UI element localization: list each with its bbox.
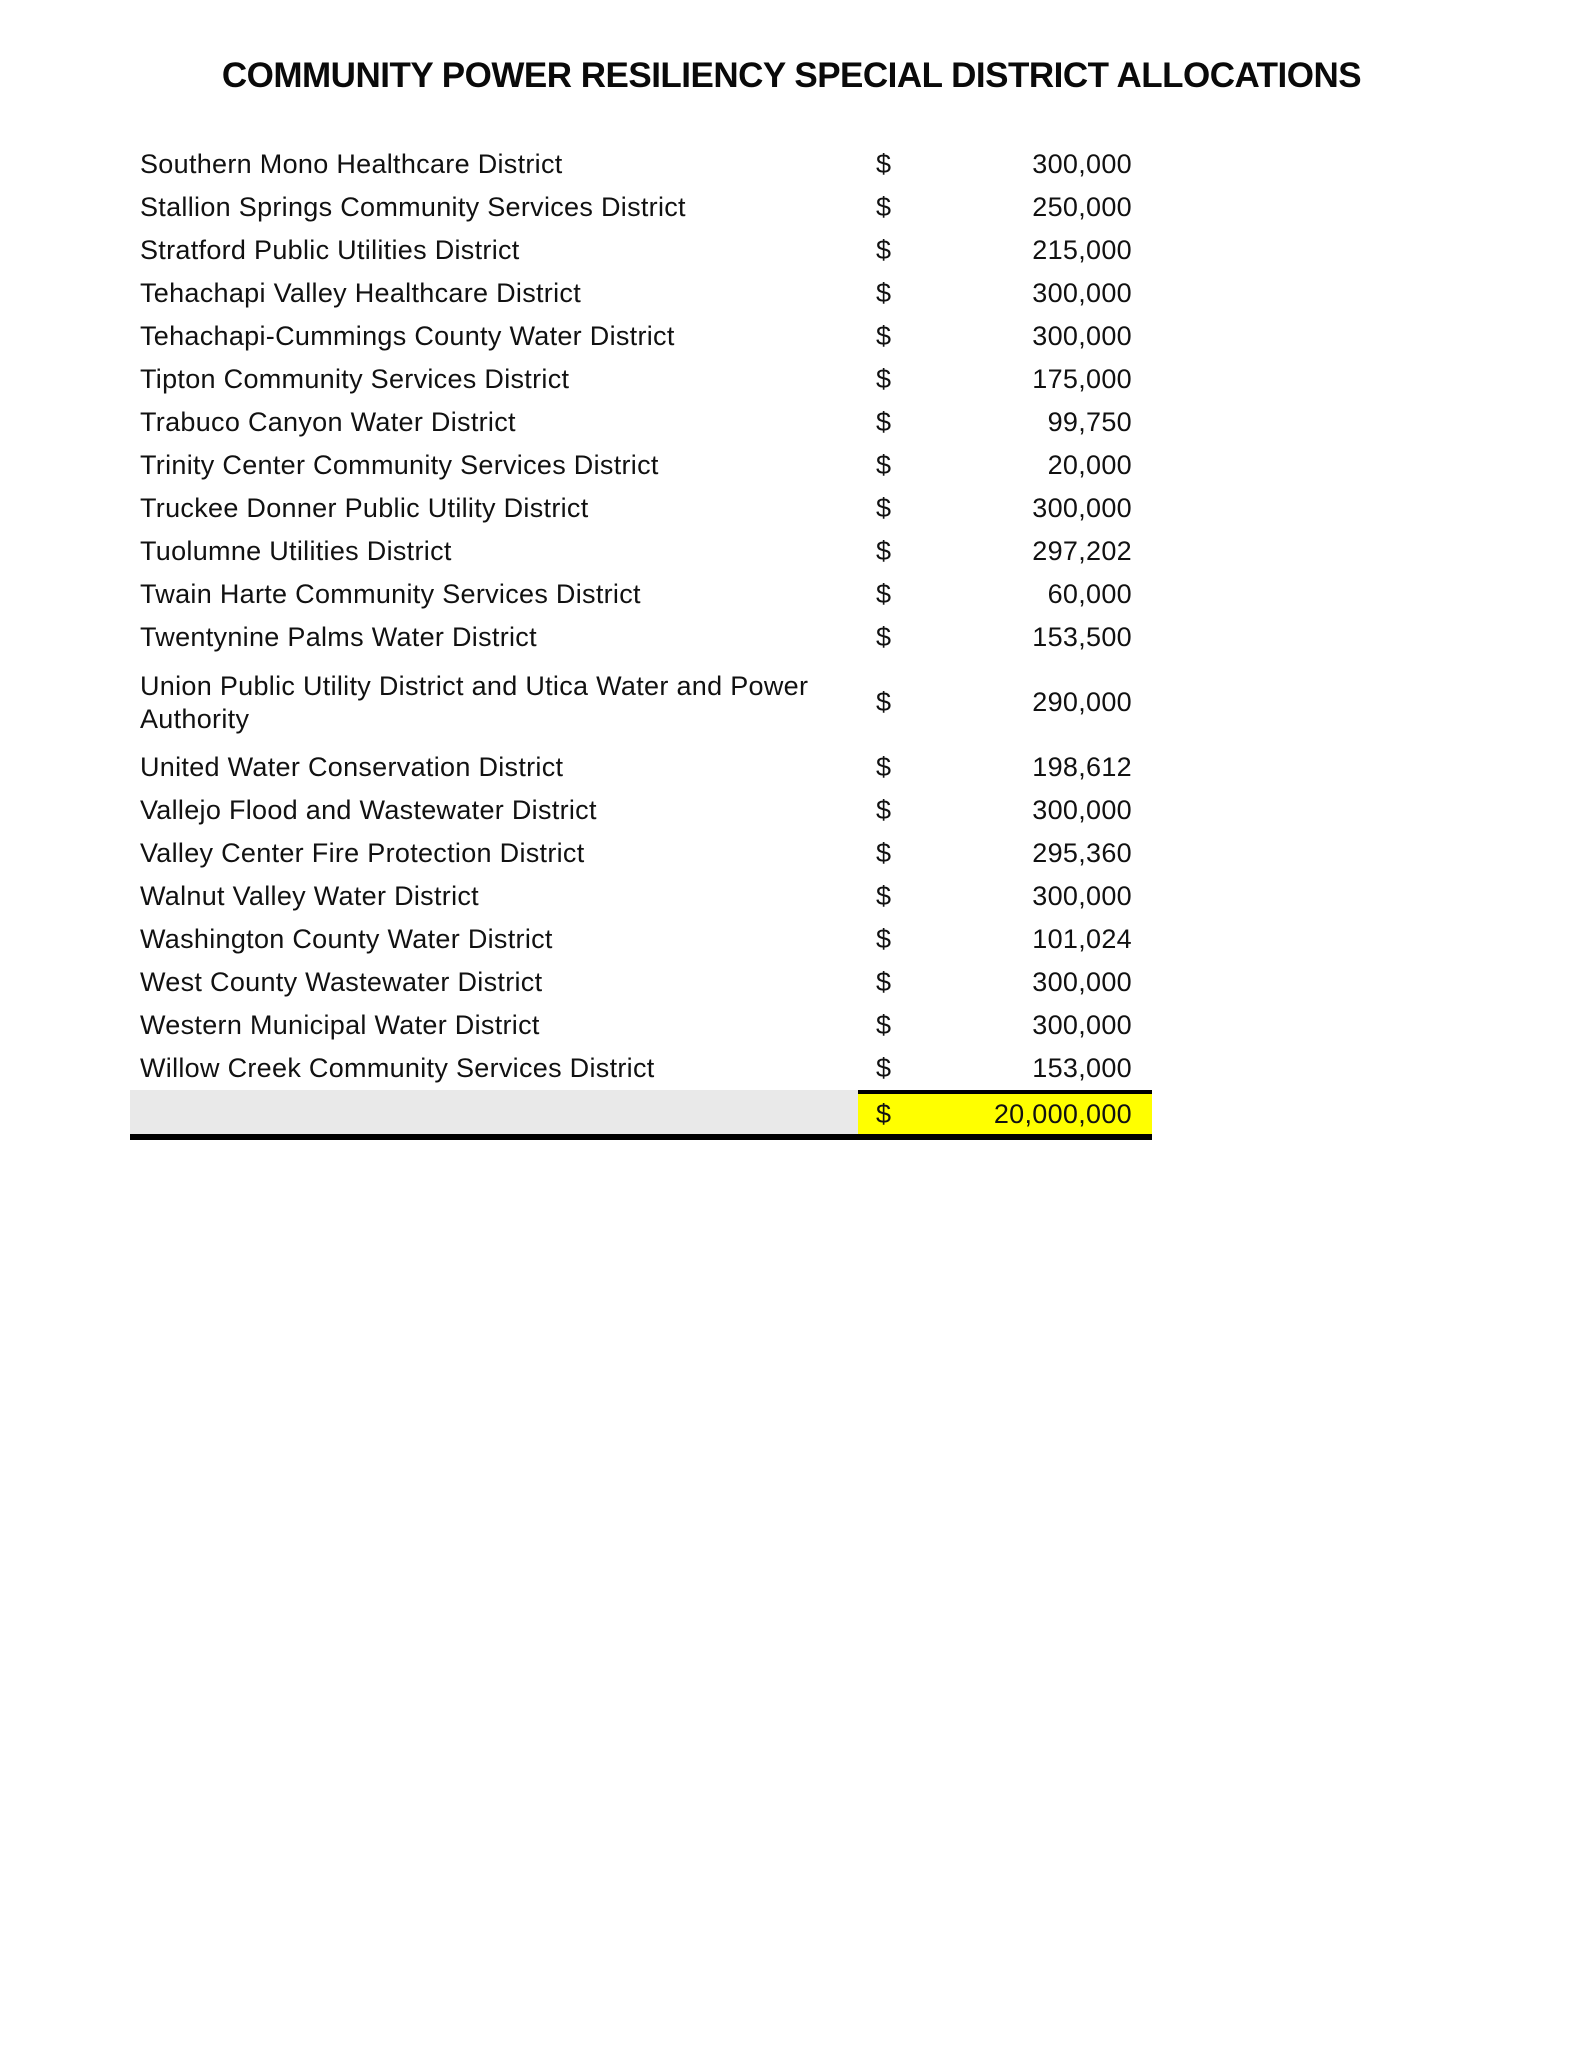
table-row: [130, 530, 1152, 573]
table-row: [130, 616, 1152, 659]
currency-symbol: $: [876, 1010, 892, 1041]
total-amount: 20,000,000: [993, 1098, 1132, 1129]
district-name: Valley Center Fire Protection District: [140, 838, 585, 869]
table-row: [130, 789, 1152, 832]
amount-cell: [858, 358, 1152, 401]
table-row: [130, 487, 1152, 530]
table-row: [130, 358, 1152, 401]
district-name: Tipton Community Services District: [140, 364, 570, 395]
amount-cell: [858, 961, 1152, 1004]
table-row: [130, 918, 1152, 961]
amount-cell: [858, 272, 1152, 315]
table-row: [130, 229, 1152, 272]
amount-cell: [858, 1004, 1152, 1047]
district-name: Willow Creek Community Services District: [140, 1053, 655, 1084]
page-title: COMMUNITY POWER RESILIENCY SPECIAL DISTRICT ALLOCATIONS: [221, 56, 1362, 95]
currency-symbol: $: [876, 1053, 892, 1084]
allocation-amount: 300,000: [1032, 795, 1132, 826]
district-name: Twain Harte Community Services District: [140, 579, 641, 610]
district-name: Tuolumne Utilities District: [140, 536, 452, 567]
currency-symbol: $: [876, 407, 892, 438]
table-row: [130, 272, 1152, 315]
table-row: [130, 875, 1152, 918]
total-amount-cell: [858, 1090, 1152, 1134]
allocation-amount: 300,000: [1032, 881, 1132, 912]
amount-cell: [858, 401, 1152, 444]
allocation-amount: 300,000: [1032, 493, 1132, 524]
allocation-amount: 153,000: [1032, 1053, 1132, 1084]
table-row: [130, 143, 1152, 186]
amount-cell: [858, 659, 1152, 746]
table-row: [130, 832, 1152, 875]
amount-cell: [858, 315, 1152, 358]
amount-cell: [858, 186, 1152, 229]
currency-symbol: $: [876, 149, 892, 180]
district-name: Truckee Donner Public Utility District: [140, 493, 589, 524]
currency-symbol: $: [876, 838, 892, 869]
amount-cell: [858, 229, 1152, 272]
district-name: Washington County Water District: [140, 924, 553, 955]
currency-symbol: $: [876, 1098, 892, 1129]
currency-symbol: $: [876, 493, 892, 524]
allocation-amount: 290,000: [1032, 687, 1132, 718]
allocation-amount: 153,500: [1032, 622, 1132, 653]
currency-symbol: $: [876, 536, 892, 567]
table-row: [130, 1004, 1152, 1047]
amount-cell: [858, 143, 1152, 186]
district-name: Trinity Center Community Services District: [140, 450, 659, 481]
district-name: Stallion Springs Community Services District: [140, 192, 686, 223]
amount-cell: [858, 444, 1152, 487]
district-name: Tehachapi-Cummings County Water District: [140, 321, 675, 352]
currency-symbol: $: [876, 967, 892, 998]
table-row: [130, 573, 1152, 616]
allocation-amount: 297,202: [1032, 536, 1132, 567]
allocation-amount: 300,000: [1032, 967, 1132, 998]
total-empty-cell: [130, 1090, 858, 1134]
district-name: West County Wastewater District: [140, 967, 543, 998]
amount-cell: [858, 918, 1152, 961]
district-name: Tehachapi Valley Healthcare District: [140, 278, 581, 309]
district-name: Western Municipal Water District: [140, 1010, 540, 1041]
table-row: [130, 401, 1152, 444]
currency-symbol: $: [876, 192, 892, 223]
allocation-amount: 300,000: [1032, 149, 1132, 180]
currency-symbol: $: [876, 278, 892, 309]
table-row: [130, 444, 1152, 487]
allocation-amount: 99,750: [1047, 407, 1132, 438]
allocation-amount: 101,024: [1032, 924, 1132, 955]
amount-cell: [858, 1047, 1152, 1090]
district-name: Southern Mono Healthcare District: [140, 149, 563, 180]
district-name: Twentynine Palms Water District: [140, 622, 537, 653]
allocation-amount: 175,000: [1032, 364, 1132, 395]
allocation-amount: 250,000: [1032, 192, 1132, 223]
currency-symbol: $: [876, 795, 892, 826]
district-name: United Water Conservation District: [140, 752, 564, 783]
currency-symbol: $: [876, 622, 892, 653]
amount-cell: [858, 832, 1152, 875]
amount-cell: [858, 573, 1152, 616]
currency-symbol: $: [876, 321, 892, 352]
currency-symbol: $: [876, 752, 892, 783]
currency-symbol: $: [876, 881, 892, 912]
currency-symbol: $: [876, 687, 892, 718]
district-name: Trabuco Canyon Water District: [140, 407, 516, 438]
amount-cell: [858, 746, 1152, 789]
district-name: Stratford Public Utilities District: [140, 235, 520, 266]
allocation-amount: 215,000: [1032, 235, 1132, 266]
amount-cell: [858, 530, 1152, 573]
allocation-amount: 295,360: [1032, 838, 1132, 869]
currency-symbol: $: [876, 924, 892, 955]
currency-symbol: $: [876, 364, 892, 395]
allocation-amount: 198,612: [1032, 752, 1132, 783]
amount-cell: [858, 875, 1152, 918]
currency-symbol: $: [876, 450, 892, 481]
allocation-amount: 20,000: [1047, 450, 1132, 481]
district-name: Union Public Utility District and Utica Water and Power Authority: [140, 670, 809, 734]
district-name: Walnut Valley Water District: [140, 881, 479, 912]
allocation-amount: 300,000: [1032, 1010, 1132, 1041]
currency-symbol: $: [876, 235, 892, 266]
table-row: [130, 186, 1152, 229]
currency-symbol: $: [876, 579, 892, 610]
table-row: [130, 961, 1152, 1004]
amount-cell: [858, 789, 1152, 832]
amount-cell: [858, 487, 1152, 530]
total-row: [130, 1090, 1152, 1140]
table-row: [130, 659, 1152, 746]
amount-cell: [858, 616, 1152, 659]
district-name: Vallejo Flood and Wastewater District: [140, 795, 597, 826]
table-row: [130, 315, 1152, 358]
allocation-amount: 300,000: [1032, 278, 1132, 309]
table-row: [130, 746, 1152, 789]
table-row: [130, 1047, 1152, 1090]
allocation-amount: 60,000: [1047, 579, 1132, 610]
allocation-amount: 300,000: [1032, 321, 1132, 352]
allocations-table: [130, 143, 1152, 1140]
